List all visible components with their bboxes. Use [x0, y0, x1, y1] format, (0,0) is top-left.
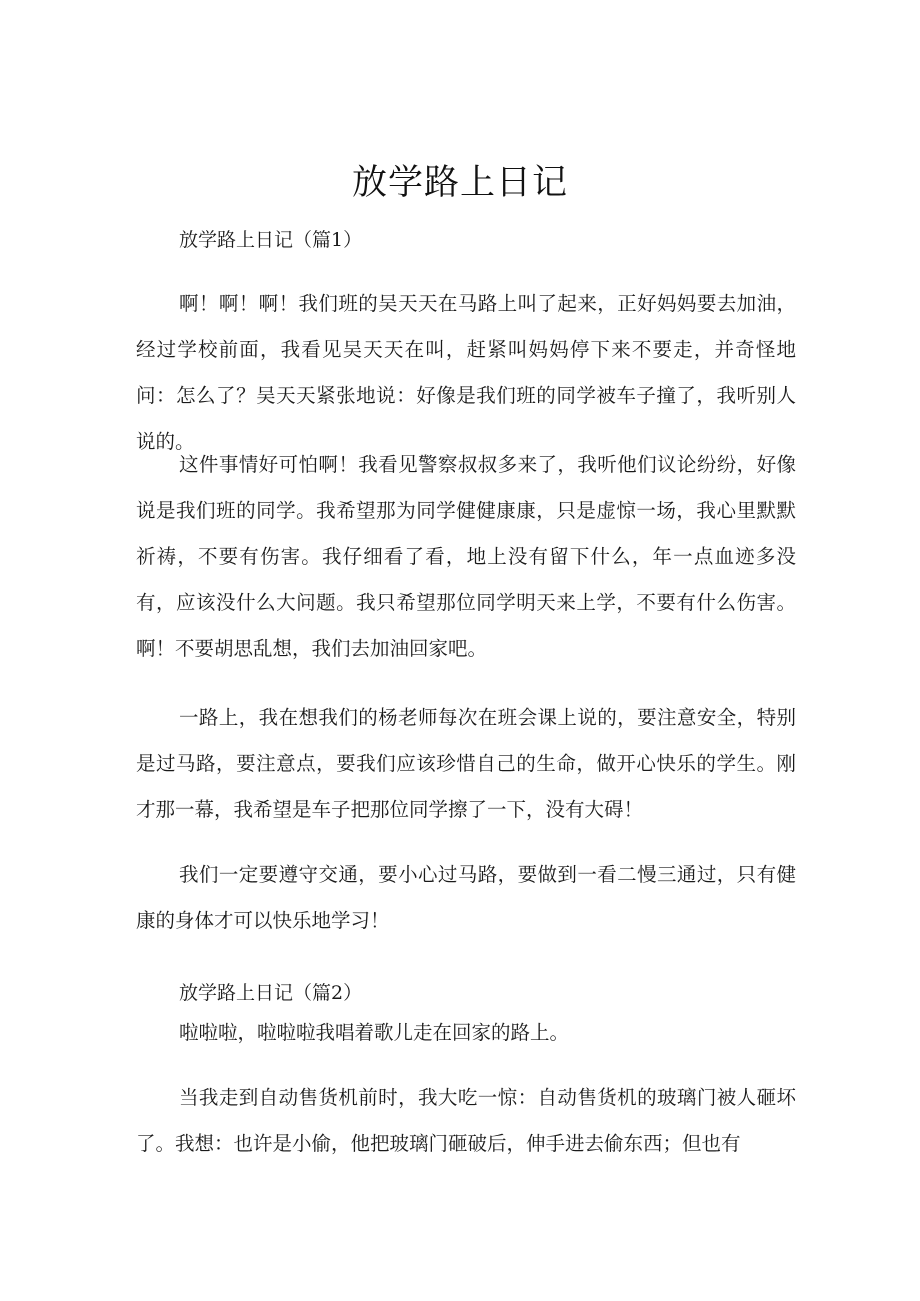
paragraph: 啊！啊！啊！我们班的吴天天在马路上叫了起来，正好妈妈要去加油，经过学校前面，我看见吴天天在叫，赶紧叫妈妈停下来不要走，并奇怪地问：怎么了？吴天天紧张地说：好像是我们班的同学被车子撞了，我听别人说的。	[136, 292, 796, 453]
paragraph: 这件事情好可怕啊！我看见警察叔叔多来了，我听他们议论纷纷，好像说是我们班的同学。我希望那为同学健健康康，只是虚惊一场，我心里默默祈祷，不要有伤害。我仔细看了看，地上没有留下什么，年一点血迹多没有，应该没什么大问题。我只希望那位同学明天来上学，不要有什么伤害。啊！不要胡思乱想，我们去加油回家吧。	[136, 453, 796, 660]
document-title: 放学路上日记	[351, 163, 568, 203]
paragraph: 当我走到自动售货机前时，我大吃一惊：自动售货机的玻璃门被人砸坏了。我想：也许是小偷，他把玻璃门砸破后，伸手进去偷东西；但也有	[136, 1086, 796, 1155]
section-heading-1: 放学路上日记（篇1）	[179, 229, 363, 251]
paragraph: 一路上，我在想我们的杨老师每次在班会课上说的，要注意安全，特别是过马路，要注意点，要我们应该珍惜自己的生命，做开心快乐的学生。刚才那一幕，我希望是车子把那位同学擦了一下，没有大碍！	[136, 706, 796, 821]
section-heading-2: 放学路上日记（篇2）	[179, 982, 363, 1004]
paragraph: 我们一定要遵守交通，要小心过马路，要做到一看二慢三通过，只有健康的身体才可以快乐地学习！	[136, 863, 796, 932]
paragraph-first-line: 啦啦啦，啦啦啦我唱着歌儿走在回家的路上。	[179, 1021, 570, 1044]
